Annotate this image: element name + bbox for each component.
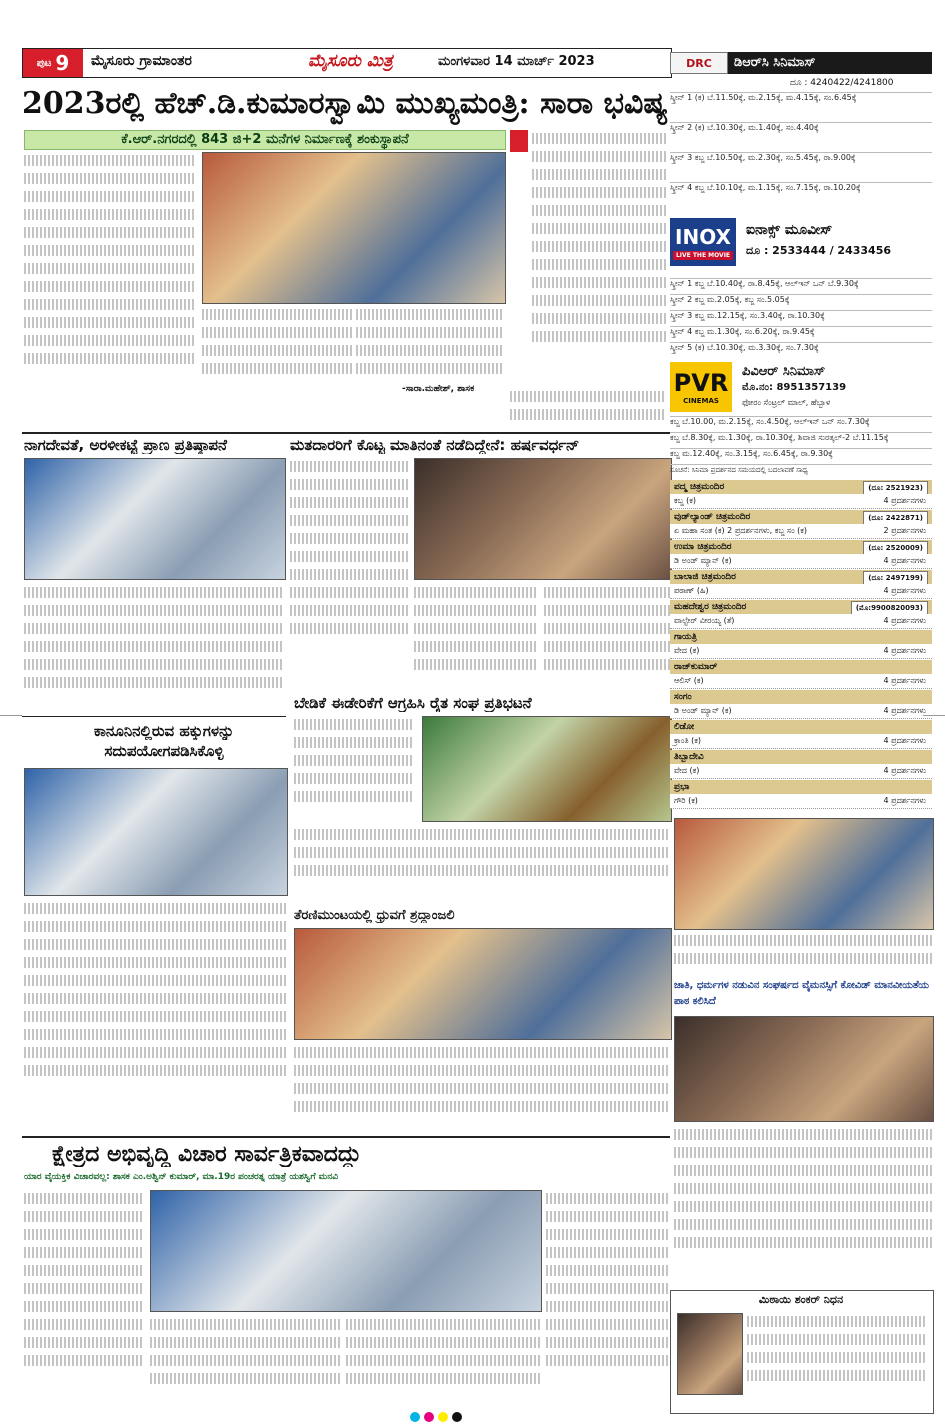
theatre-film: ಕಬ್ಜ (ಕ) [674, 496, 696, 505]
theatre-show-count: 4 ಪ್ರದರ್ಶನಗಳು [883, 736, 926, 745]
theatre-show-row [670, 674, 932, 689]
drc-phone: ದೂ : 4240422/4241800 [790, 78, 894, 88]
newspaper-page [22, 48, 932, 1410]
drc-show-2: ಸ್ಕ್ರೀನ್ 2 (ಕ) ಬೆ.10.30ಕ್ಕೆ, ಮ.1.40ಕ್ಕೆ, ಸಂ.4.40ಕ್ಕೆ [670, 122, 932, 151]
pvr-logo [670, 362, 732, 412]
drop-cap-mark [510, 130, 528, 152]
story-harsha-body-1 [290, 458, 410, 688]
right-photo-caption [674, 932, 932, 976]
inox-show-2: ಸ್ಕ್ರೀನ್ 2 ಕಬ್ಜ ಮ.2.05ಕ್ಕೆ, ಕಬ್ಜ ಸಂ.5.05ಕ್ಕೆ [670, 294, 932, 309]
bottom-subhead: ಯಾರ ವೈಯಕ್ತಿಕ ವಿಚಾರವಲ್ಲ: ಶಾಸಕ ಎಂ.ಅಶ್ವಿನ್ ಕುಮಾರ್, ಮಾ.19ರ ಪಂಚರತ್ನ ಯಾತ್ರೆ ಯಶಸ್ವಿಗೆ ಮನವಿ [24, 1172, 339, 1182]
pvr-place: ಫೋರಂ ಸೆಂಟ್ರಲ್ ಮಾಲ್, ಹೆಬ್ಬಾಳ [742, 398, 831, 407]
cmyk-dot-cyan [410, 1412, 420, 1422]
theatre-header [670, 750, 932, 764]
cmyk-dot-magenta [424, 1412, 434, 1422]
crop-mark [0, 715, 22, 716]
bottom-photo [150, 1190, 542, 1312]
theatre-name: ಲಿಡೋ [674, 722, 695, 732]
bottom-headline: ಕ್ಷೇತ್ರದ ಅಭಿವೃದ್ಧಿ ವಿಚಾರ ಸಾರ್ವತ್ರಿಕವಾದದ್ದು [52, 1142, 362, 1167]
theatre-show-row [670, 764, 932, 779]
story-rights-headline-2: ಸದುಪಯೋಗಪಡಿಸಿಕೊಳ್ಳಿ [104, 742, 224, 760]
theatre-show-count: 4 ಪ್ರದರ್ಶನಗಳು [883, 586, 926, 595]
theatre-name: ಗಾಯತ್ರಿ [674, 632, 697, 642]
right-photo-1 [674, 818, 934, 930]
bottom-body-1 [24, 1190, 144, 1410]
theatre-header [670, 480, 932, 494]
inox-show-3: ಸ್ಕ್ರೀನ್ 3 ಕಬ್ಜ ಮ.12.15ಕ್ಕೆ, ಸಂ.3.40ಕ್ಕೆ, ರಾ.10.30ಕ್ಕೆ [670, 310, 932, 325]
right-photo-2 [674, 1016, 934, 1122]
inox-logo-text: INOX [675, 224, 731, 249]
section-divider [22, 432, 670, 434]
story-rights-headline-1: ಕಾನೂನಿನಲ್ಲಿರುವ ಹಕ್ಕುಗಳನ್ನು [93, 722, 235, 740]
theatre-header [670, 570, 932, 584]
pvr-note: ಸೂಚನೆ: ಸಿನಿಮಾ ಪ್ರದರ್ಶನದ ಸಮಯದಲ್ಲಿ ಬದಲಾವಣೆ ಸಾಧ್ಯ [670, 464, 932, 479]
lead-photo [202, 152, 506, 304]
drc-show-1: ಸ್ಕ್ರೀನ್ 1 (ಕ) ಬೆ.11.50ಕ್ಕೆ, ಮ.2.15ಕ್ಕೆ, ಮ.4.15ಕ್ಕೆ, ಸಂ.6.45ಕ್ಕೆ [670, 92, 932, 121]
lead-headline: 2023ರಲ್ಲಿ ಹೆಚ್.ಡಿ.ಕುಮಾರಸ್ವಾಮಿ ಮುಖ್ಯಮಂತ್ರಿ: ಸಾರಾ ಭವಿಷ್ಯ [22, 86, 668, 121]
theatre-show-count: 4 ಪ್ರದರ್ಶನಗಳು [883, 796, 926, 805]
theatre-phone: (ಮೊ:9900820093) [851, 601, 928, 615]
side-story-tail [510, 388, 666, 428]
theatre-name: ತಿಬ್ಬಾದೇವಿ [674, 752, 704, 762]
story-raitha-body-1 [294, 716, 414, 820]
story-tribute-headline: ತೆರಣಿಮುಂಟಯಲ್ಲಿ ಧ್ರುವಗೆ ಶ್ರದ್ಧಾಂಜಲಿ [294, 908, 455, 923]
obituary-photo [677, 1313, 743, 1395]
pvr-show-3: ಕಬ್ಜ ಮ.12.40ಕ್ಕೆ, ಸಂ.3.15ಕ್ಕೆ, ಸಂ.6.45ಕ್ಕೆ, ರಾ.9.30ಕ್ಕೆ [670, 448, 932, 463]
region-title: ಮೈಸೂರು ಗ್ರಾಮಾಂತರ [91, 53, 192, 69]
theatre-header [670, 510, 932, 524]
story-raitha-photo [422, 716, 672, 822]
theatre-show-count: 2 ಪ್ರದರ್ಶನಗಳು [883, 526, 926, 535]
masthead-strip [22, 48, 672, 78]
story-rights-photo [24, 768, 288, 896]
section-divider [22, 1136, 670, 1138]
lead-subhead: ಕೆ.ಆರ್.ನಗರದಲ್ಲಿ 843 ಜಿ+2 ಮನೆಗಳ ನಿರ್ಮಾಣಕ್ಕೆ ಶಂಕುಸ್ಥಾಪನೆ [24, 130, 506, 150]
story-naga-body [24, 584, 284, 714]
inox-logo [670, 218, 736, 266]
theatre-phone: (ದೂ: 2520009) [863, 541, 928, 555]
obituary-title: ಮಿಠಾಯಿ ಶಂಕರ್ ನಿಧನ [758, 1293, 844, 1306]
theatre-film: ಡಿ ಅಂಡ್ ಮ್ಯಾನ್ (ಕ) [674, 706, 732, 715]
inox-name: ಐನಾಕ್ಸ್ ಮೂವೀಸ್ [746, 222, 833, 238]
drc-header [670, 52, 932, 74]
lead-story-col-3 [356, 306, 504, 386]
crop-mark [923, 715, 945, 716]
theatre-show-row [670, 584, 932, 599]
pvr-phone: ಮೊ.ನಂ: 8951357139 [742, 382, 847, 393]
drc-show-3: ಸ್ಕ್ರೀನ್ 3 ಕಬ್ಜ ಬೆ.10.50ಕ್ಕೆ, ಮ.2.30ಕ್ಕೆ, ಸಂ.5.45ಕ್ಕೆ, ರಾ.9.00ಕ್ಕೆ [670, 152, 932, 181]
theatre-phone: (ದೂ: 2422871) [863, 511, 928, 525]
section-divider [22, 716, 286, 717]
pvr-logo-sub: CINEMAS [683, 397, 719, 405]
theatre-film: ಪಠಾಣ್ (ಹಿ) [674, 586, 709, 595]
inox-show-4: ಸ್ಕ್ರೀನ್ 4 ಕಬ್ಜ ಮ.1.30ಕ್ಕೆ, ಸಂ.6.20ಕ್ಕೆ, ರಾ.9.45ಕ್ಕೆ [670, 326, 932, 341]
pvr-show-1: ಕಬ್ಜ ಬೆ.10.00, ಮ.2.15ಕ್ಕೆ, ಸಂ.4.50ಕ್ಕೆ, ಆಲ್‌ಇನ್ ಒನ್ ಸಂ.7.30ಕ್ಕೆ [670, 416, 932, 431]
theatre-header [670, 600, 932, 614]
drc-show-4: ಸ್ಕ್ರೀನ್ 4 ಕಬ್ಜ ಬೆ.10.10ಕ್ಕೆ, ಮ.1.15ಕ್ಕೆ, ಸಂ.7.15ಕ್ಕೆ, ರಾ.10.20ಕ್ಕೆ [670, 182, 932, 211]
story-harsha-body-2 [414, 584, 538, 688]
theatre-film: ಗೌರಿ (ಕ) [674, 796, 698, 805]
cmyk-dot-yellow [438, 1412, 448, 1422]
inox-header [670, 218, 932, 278]
theatre-name: ಸಂಗಂ [674, 692, 692, 702]
story-tribute-body [294, 1044, 670, 1130]
theatre-film: ವೇದ (ಕ) [674, 766, 700, 775]
inox-show-1: ಸ್ಕ್ರೀನ್ 1 ಕಬ್ಜ ಬೆ.10.40ಕ್ಕೆ, ರಾ.8.45ಕ್ಕೆ, ಆಲ್‌ಇನ್ ಒನ್ ಬೆ.9.30ಕ್ಕೆ [670, 278, 932, 293]
theatre-show-count: 4 ಪ್ರದರ್ಶನಗಳು [883, 676, 926, 685]
bottom-body-4 [546, 1190, 670, 1410]
theatre-show-row [670, 524, 932, 539]
theatre-film: ಏ ಮಹಾ ಸಂತ (ಕ) 2 ಪ್ರದರ್ಶನಗಳು, ಕಬ್ಜ ಸಂ (ಕ) [674, 526, 808, 535]
theatre-header [670, 720, 932, 734]
page-number: 9 [55, 51, 70, 75]
theatre-name: ಬಾಲಾಜಿ ಚಿತ್ರಮಂದಿರ [674, 572, 736, 582]
theatre-header [670, 690, 932, 704]
inox-tagline: LIVE THE MOVIE [673, 251, 733, 260]
theatre-show-row [670, 644, 932, 659]
theatre-header [670, 660, 932, 674]
theatre-header [670, 630, 932, 644]
story-tribute-photo [294, 928, 672, 1040]
theatre-name: ರಾಜ್‌ಕುಮಾರ್ [674, 662, 718, 672]
right-story-body [674, 1126, 932, 1286]
bottom-body-2 [150, 1316, 340, 1410]
theatre-phone: (ದೂ: 2521923) [863, 481, 928, 495]
story-raitha-body-2 [294, 826, 670, 904]
theatre-show-row [670, 614, 932, 629]
issue-date: ಮಂಗಳವಾರ 14 ಮಾರ್ಚ್ 2023 [438, 54, 595, 69]
theatre-film: ಡಿ ಅಂಡ್ ಮ್ಯಾನ್ (ಕ) [674, 556, 732, 565]
theatre-film: ಆಲಿಸ್ (ಕ) [674, 676, 704, 685]
theatre-name: ಮಹದೇಶ್ವರ ಚಿತ್ರಮಂದಿರ [674, 602, 747, 612]
theatre-name: ಉಮಾ ಚಿತ್ರಮಂದಿರ [674, 542, 732, 552]
lead-story-col-1 [24, 152, 194, 394]
theatre-show-row [670, 794, 932, 809]
theatre-name: ಪದ್ಮ ಚಿತ್ರಮಂದಿರ [674, 482, 725, 492]
theatre-film: ವಾಲ್ಟೇರ್ ವೀರಯ್ಯ (ತೆ) [674, 616, 735, 625]
obituary-box [670, 1290, 934, 1414]
story-naga-photo [24, 458, 286, 580]
theatre-show-row [670, 734, 932, 749]
story-harsha-photo [414, 458, 672, 580]
page-label: ಪುಟ [36, 57, 52, 69]
theatre-phone: (ದೂ: 2497199) [863, 571, 928, 585]
inox-show-5: ಸ್ಕ್ರೀನ್ 5 (ಕ) ಬೆ.10.30ಕ್ಕೆ, ಮ.3.30ಕ್ಕೆ, ಸಂ.7.30ಕ್ಕೆ [670, 342, 932, 357]
paper-logo: ಮೈಸೂರು ಮಿತ್ರ [308, 51, 393, 71]
theatre-show-row [670, 704, 932, 719]
theatre-show-count: 4 ಪ್ರದರ್ಶನಗಳು [883, 496, 926, 505]
theatre-show-count: 4 ಪ್ರದರ್ಶನಗಳು [883, 616, 926, 625]
page-number-badge [23, 49, 83, 77]
side-story-body [532, 130, 666, 378]
theatre-show-count: 4 ಪ್ರದರ್ಶನಗಳು [883, 556, 926, 565]
drc-name: ಡಿಆರ್‌ಸಿ ಸಿನಿಮಾಸ್ [734, 55, 816, 70]
pvr-show-2: ಕಬ್ಜ ಬೆ.8.30ಕ್ಕೆ, ಮ.1.30ಕ್ಕೆ, ರಾ.10.30ಕ್ಕೆ, ಶಿವಾಜಿ ಸುರತ್ಕಲ್-2 ಬೆ.11.15ಕ್ಕೆ [670, 432, 932, 447]
theatre-show-row [670, 554, 932, 569]
obituary-body [747, 1313, 927, 1403]
lead-story-col-2 [202, 306, 352, 394]
theatre-name: ಪ್ರಭಾ [674, 782, 690, 792]
theatre-film: ಕ್ರಾಂತಿ (ಕ) [674, 736, 701, 745]
lead-byline: -ಸಾರಾ.ಮಹೇಶ್, ಶಾಸಕ [402, 384, 475, 394]
theatre-film: ವೇದ (ಕ) [674, 646, 700, 655]
drc-logo: DRC [670, 52, 728, 74]
theatre-show-count: 4 ಪ್ರದರ್ಶನಗಳು [883, 646, 926, 655]
theatre-show-count: 4 ಪ್ರದರ್ಶನಗಳು [883, 706, 926, 715]
bottom-body-3 [346, 1316, 540, 1410]
story-raitha-headline: ಬೇಡಿಕೆ ಈಡೇರಿಕೆಗೆ ಆಗ್ರಹಿಸಿ ರೈತ ಸಂಘ ಪ್ರತಿಭಟನೆ [294, 694, 532, 712]
cmyk-dot-black [452, 1412, 462, 1422]
pvr-logo-text: PVR [673, 369, 729, 397]
theatre-name: ವುಡ್‌ಲ್ಯಾಂಡ್ ಚಿತ್ರಮಂದಿರ [674, 512, 751, 522]
right-story-headline: ಜಾತಿ, ಧರ್ಮಗಳ ನಡುವಿನ ಸಂಘರ್ಷದ ವೈಮನಸ್ಸಿಗೆ ಕೋವಿಡ್ ಮಾನವೀಯತೆಯ ಪಾಠ ಕಲಿಸಿದೆ [674, 980, 929, 1007]
pvr-name: ಪಿವಿಆರ್ ಸಿನಿಮಾಸ್ [742, 364, 826, 379]
theatre-header [670, 780, 932, 794]
theatre-show-count: 4 ಪ್ರದರ್ಶನಗಳು [883, 766, 926, 775]
story-harsha-body-3 [544, 584, 670, 688]
inox-phone: ದೂ : 2533444 / 2433456 [746, 244, 892, 257]
side-story [510, 130, 666, 380]
theatre-header [670, 540, 932, 554]
theatre-show-row [670, 494, 932, 509]
story-naga-headline: ನಾಗದೇವತೆ, ಅರಳೀಕಟ್ಟೆ ಪ್ರಾಣ ಪ್ರತಿಷ್ಠಾಪನೆ [24, 436, 227, 454]
story-rights-body [24, 900, 286, 1130]
story-harsha-headline: ಮತದಾರರಿಗೆ ಕೊಟ್ಟ ಮಾತಿನಂತೆ ನಡೆದಿದ್ದೇನೆ: ಹರ್ಷವರ್ಧನ್ [290, 436, 580, 454]
